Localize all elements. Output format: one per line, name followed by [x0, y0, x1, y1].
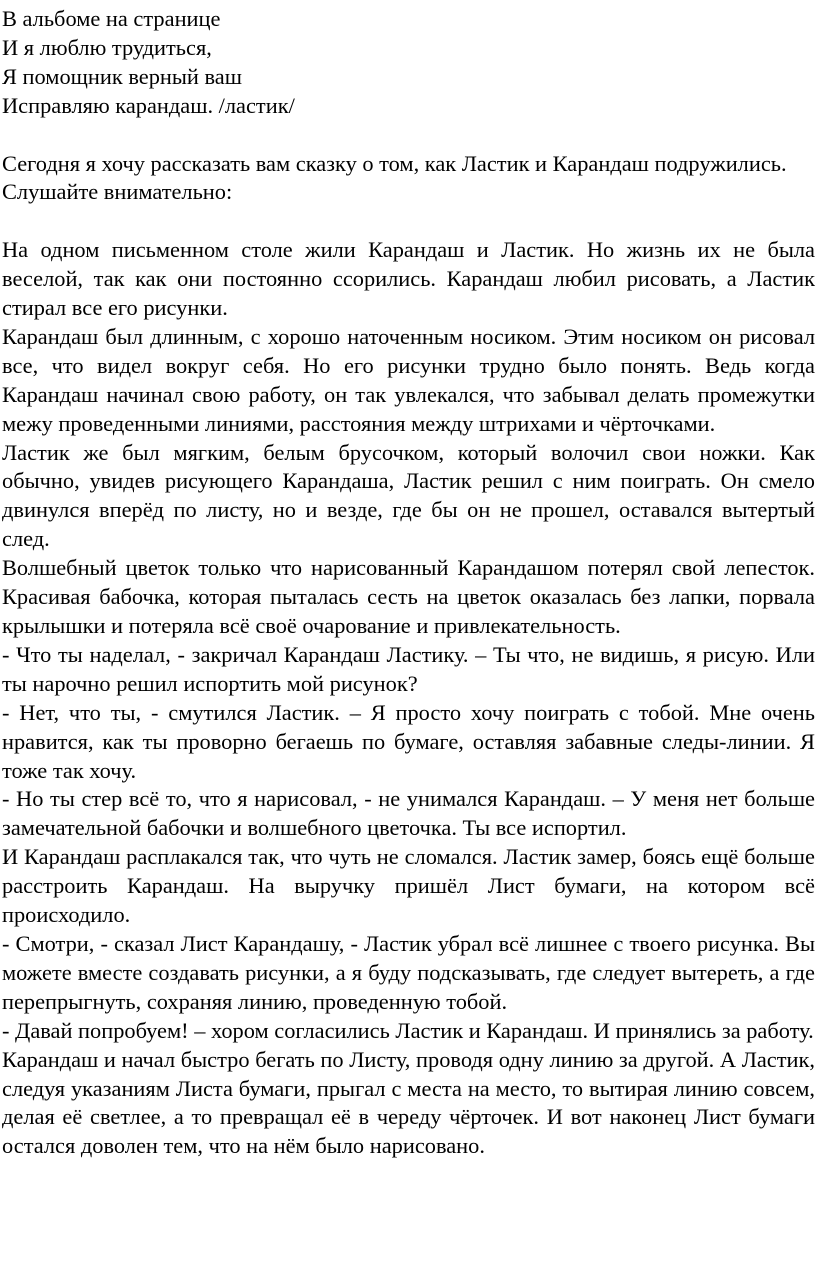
poem-line: В альбоме на странице: [2, 6, 221, 31]
story: [2, 236, 815, 1161]
story-paragraph: - Нет, что ты, - смутился Ластик. – Я просто хочу поиграть с тобой. Мне очень нравится, как ты проворно бегаешь по бумаге, оставляя забавные следы-линии. Я тоже так хочу.: [2, 699, 815, 783]
story-paragraph: - Смотри, - сказал Лист Карандашу, - Ластик убрал всё лишнее с твоего рисунка. Вы можете вместе создавать рисунки, а я буду подсказывать, где следует вытереть, а где перепрыгнуть, сохраняя линию, проведенную тобой.: [2, 930, 815, 1014]
intro-paragraph: Сегодня я хочу рассказать вам сказку о том, как Ластик и Карандаш подружились.: [2, 150, 787, 176]
poem-line: Я помощник верный ваш: [2, 63, 242, 89]
story-paragraph: - Давай попробуем! – хором согласились Ластик и Карандаш. И принялись за работу.: [2, 1017, 814, 1043]
story-paragraph: Волшебный цветок только что нарисованный Карандашом потерял свой лепесток. Красивая бабочка, которая пыталась сесть на цветок оказалась без лапки, порвала крылышки и потеряла всё своё очарование и привлекательность.: [2, 555, 815, 638]
intro-paragraph: Слушайте внимательно:: [2, 179, 233, 205]
story-paragraph: Карандаш и начал быстро бегать по Листу, проводя одну линию за другой. А Ластик, следуя указаниям Листа бумаги, прыгал с места на место, то вытирая линию совсем, делая её светлее, а то превращал её в череду чёрточек. И вот наконец Лист бумаги остался доволен тем, что на нём было нарисовано.: [2, 1046, 815, 1159]
poem: [2, 5, 815, 121]
story-paragraph: - Но ты стер всё то, что я нарисовал, - не унимался Карандаш. – У меня нет больше замечательной бабочки и волшебного цветочка. Ты все испортил.: [2, 786, 815, 841]
poem-line: Исправляю карандаш. /ластик/: [2, 92, 295, 118]
story-paragraph: И Карандаш расплакался так, что чуть не сломался. Ластик замер, боясь ещё больше расстроить Карандаш. На выручку пришёл Лист бумаги, на котором всё происходило.: [2, 844, 815, 928]
poem-line: И я люблю трудиться,: [2, 34, 212, 60]
intro: [2, 150, 815, 208]
story-paragraph: На одном письменном столе жили Карандаш и Ластик. Но жизнь их не была веселой, так как они постоянно ссорились. Карандаш любил рисовать, а Ластик стирал все его рисунки.: [2, 237, 815, 321]
blank-line: [2, 121, 815, 150]
story-paragraph: - Что ты наделал, - закричал Карандаш Ластику. – Ты что, не видишь, я рисую. Или ты нарочно решил испортить мой рисунок?: [2, 641, 815, 696]
story-paragraph: Карандаш был длинным, с хорошо наточенным носиком. Этим носиком он рисовал все, что видел вокруг себя. Но его рисунки трудно было понять. Ведь когда Карандаш начинал свою работу, он так увлекался, что забывал делать промежутки межу проведенными линиями, расстояния между штрихами и чёрточками.: [2, 323, 815, 436]
story-paragraph: Ластик же был мягким, белым брусочком, который волочил свои ножки. Как обычно, увидев рисующего Карандаша, Ластик решил с ним поиграть. Он смело двинулся вперёд по листу, но и везде, где бы он не прошел, оставался вытертый след.: [2, 439, 815, 552]
blank-line: [2, 207, 815, 236]
